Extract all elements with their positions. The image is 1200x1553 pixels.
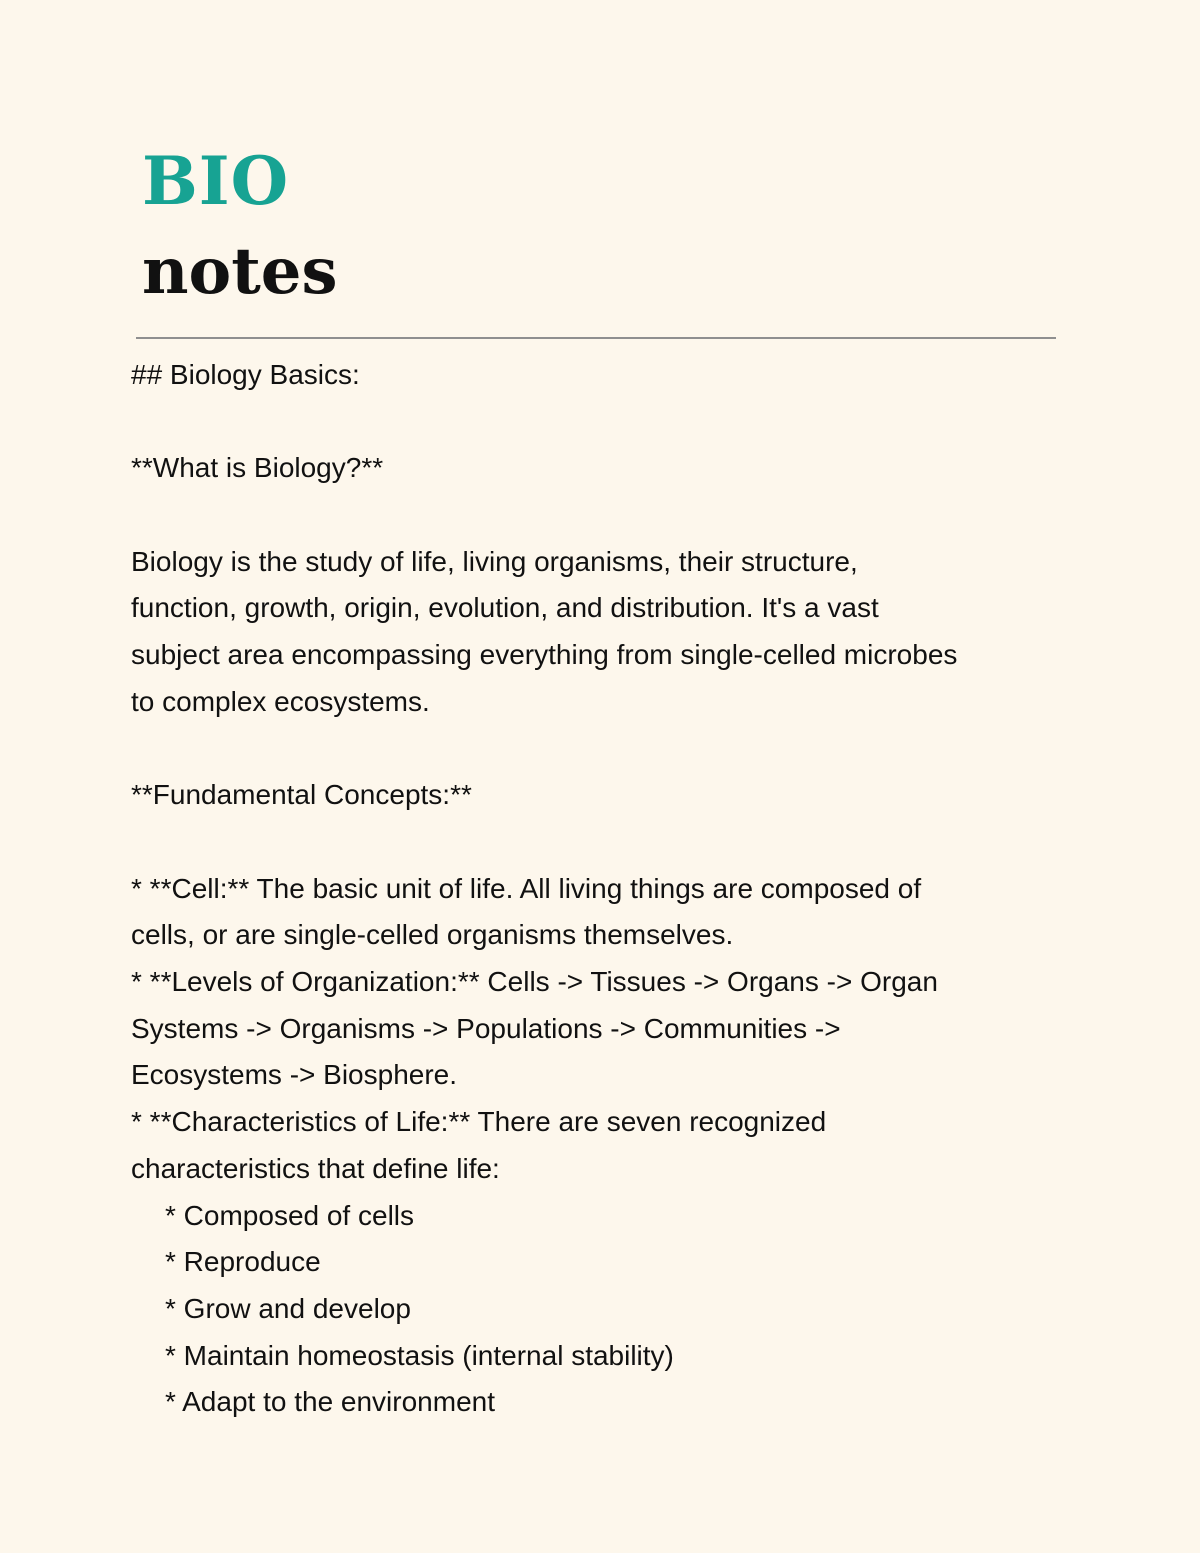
- notes-content: [131, 352, 1071, 1426]
- concept-line: Ecosystems -> Biosphere.: [131, 1059, 458, 1091]
- concept-line: * **Levels of Organization:** Cells -> Tissues -> Organs -> Organ: [131, 966, 938, 998]
- characteristic-item: * Grow and develop: [165, 1293, 411, 1324]
- fundamental-concepts-heading: **Fundamental Concepts:**: [131, 779, 472, 811]
- blank-line: [131, 399, 1071, 446]
- characteristic-item: * Adapt to the environment: [165, 1386, 495, 1418]
- concept-line: * **Characteristics of Life:** There are seven recognized: [131, 1106, 827, 1138]
- blank-line: [131, 492, 1071, 539]
- blank-line: [131, 819, 1071, 866]
- characteristic-item: * Composed of cells: [165, 1199, 415, 1231]
- concept-line: Systems -> Organisms -> Populations -> Communities ->: [131, 1012, 841, 1044]
- concept-line: cells, or are single-celled organisms themselves.: [131, 919, 734, 951]
- characteristic-item: * Reproduce: [165, 1246, 321, 1278]
- section-heading: ## Biology Basics:: [131, 359, 360, 390]
- concept-line: characteristics that define life:: [131, 1152, 500, 1184]
- intro-line: to complex ecosystems.: [131, 685, 430, 717]
- concept-line: * **Cell:** The basic unit of life. All living things are composed of: [131, 872, 922, 904]
- title-bio: BIO: [142, 142, 290, 220]
- characteristic-item: * Maintain homeostasis (internal stability): [165, 1339, 674, 1371]
- blank-line: [131, 726, 1071, 773]
- intro-line: Biology is the study of life, living organisms, their structure,: [131, 545, 858, 577]
- intro-line: subject area encompassing everything from single-celled microbes: [131, 639, 958, 671]
- intro-line: function, growth, origin, evolution, and distribution. It's a vast: [131, 592, 879, 624]
- what-is-biology-heading: **What is Biology?**: [131, 452, 384, 484]
- title-notes: notes: [142, 234, 338, 309]
- title-divider: [136, 337, 1056, 339]
